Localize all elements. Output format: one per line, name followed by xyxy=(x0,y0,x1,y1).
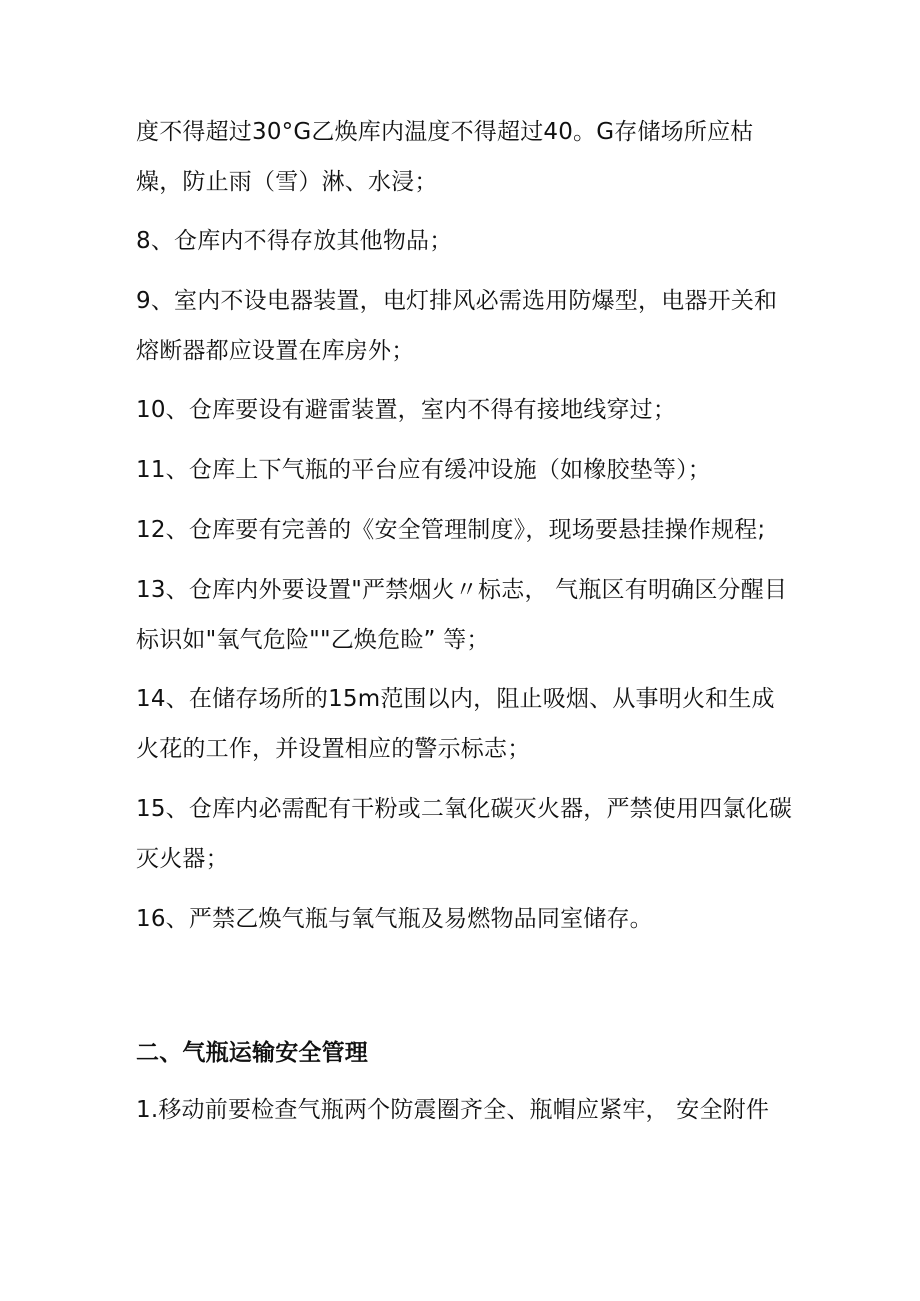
text-line: 9、室内不设电器装置，电灯排风必需选用防爆型，电器开关和 xyxy=(136,288,778,314)
text-line: 16、严禁乙焕气瓶与氧气瓶及易燃物品同室储存。 xyxy=(136,906,653,932)
text-line: 火花的工作，并设置相应的警示标志； xyxy=(136,736,531,762)
text-line: 熔断器都应设置在库房外； xyxy=(136,338,415,364)
text-line: 14、在储存场所的15m范围以内，阻止吸烟、从事明火和生成 xyxy=(136,686,775,712)
text-line: 10、仓库要设有避雷装置，室内不得有接地线穿过； xyxy=(136,397,677,423)
section-heading: 二、气瓶运输安全管理 xyxy=(136,1040,368,1066)
text-line: 1.移动前要检查气瓶两个防震圈齐全、瓶帽应紧牢， 安全附件 xyxy=(136,1097,770,1123)
text-line: 13、仓库内外要设置"严禁烟火〃标志， 气瓶区有明确区分醒目 xyxy=(136,577,788,603)
text-line: 灭火器； xyxy=(136,846,229,872)
text-line: 8、仓库内不得存放其他物品； xyxy=(136,228,453,254)
text-line: 标识如"氧气危险""乙焕危睑” 等； xyxy=(136,627,490,653)
text-line: 11、仓库上下气瓶的平台应有缓冲设施（如橡胶垫等）； xyxy=(136,457,711,483)
text-line: 15、仓库内必需配有干粉或二氧化碳灭火器，严禁使用四氯化碳 xyxy=(136,796,793,822)
text-line: 度不得超过30°G乙焕库内温度不得超过40。G存储场所应枯 xyxy=(136,119,754,145)
text-line: 燥，防止雨（雪）淋、水浸； xyxy=(136,169,438,195)
text-line: 12、仓库要有完善的《安全管理制度》，现场要悬挂操作规程; xyxy=(136,517,766,543)
